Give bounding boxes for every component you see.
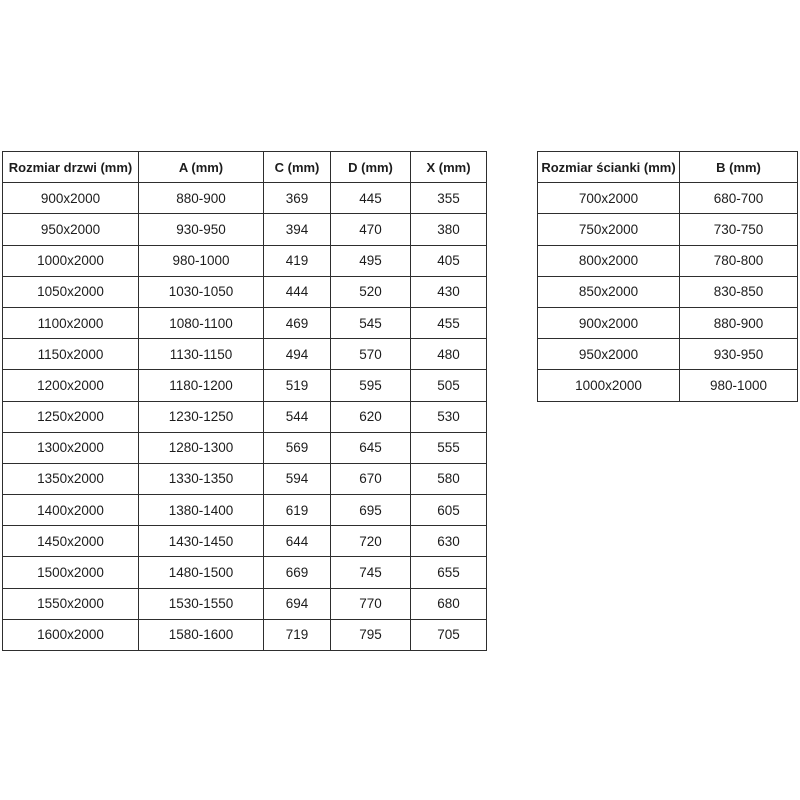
table-cell: 695	[331, 495, 411, 526]
table-cell: 900x2000	[538, 307, 680, 338]
wall-col-header-b: B (mm)	[680, 152, 798, 183]
table-row	[3, 183, 487, 214]
table-cell: 900x2000	[3, 183, 139, 214]
table-cell: 719	[264, 619, 331, 650]
table-cell: 444	[264, 276, 331, 307]
table-cell: 555	[411, 432, 487, 463]
table-cell: 355	[411, 183, 487, 214]
table-cell: 930-950	[680, 339, 798, 370]
table-cell: 530	[411, 401, 487, 432]
table-cell: 619	[264, 495, 331, 526]
table-cell: 680	[411, 588, 487, 619]
door-table-header-row	[3, 152, 487, 183]
table-cell: 620	[331, 401, 411, 432]
table-cell: 780-800	[680, 245, 798, 276]
table-cell: 1150x2000	[3, 339, 139, 370]
table-row	[3, 432, 487, 463]
table-cell: 1050x2000	[3, 276, 139, 307]
table-row	[3, 495, 487, 526]
table-row	[538, 370, 798, 401]
table-row	[3, 245, 487, 276]
table-cell: 980-1000	[680, 370, 798, 401]
table-cell: 1180-1200	[139, 370, 264, 401]
table-cell: 544	[264, 401, 331, 432]
table-cell: 594	[264, 463, 331, 494]
table-cell: 519	[264, 370, 331, 401]
table-cell: 930-950	[139, 214, 264, 245]
table-row	[3, 526, 487, 557]
table-cell: 720	[331, 526, 411, 557]
table-row	[3, 214, 487, 245]
table-cell: 1350x2000	[3, 463, 139, 494]
door-col-header-d: D (mm)	[331, 152, 411, 183]
table-cell: 655	[411, 557, 487, 588]
table-cell: 830-850	[680, 276, 798, 307]
table-cell: 430	[411, 276, 487, 307]
table-cell: 795	[331, 619, 411, 650]
table-cell: 520	[331, 276, 411, 307]
table-cell: 394	[264, 214, 331, 245]
door-table-body	[3, 183, 487, 651]
table-cell: 750x2000	[538, 214, 680, 245]
table-cell: 880-900	[139, 183, 264, 214]
table-cell: 694	[264, 588, 331, 619]
wall-table-body	[538, 183, 798, 401]
table-row	[3, 370, 487, 401]
table-cell: 545	[331, 307, 411, 338]
table-cell: 1250x2000	[3, 401, 139, 432]
wall-table-header-row	[538, 152, 798, 183]
table-cell: 570	[331, 339, 411, 370]
table-row	[538, 214, 798, 245]
table-cell: 950x2000	[3, 214, 139, 245]
table-cell: 700x2000	[538, 183, 680, 214]
door-dimensions-table	[2, 151, 487, 651]
table-row	[3, 339, 487, 370]
wall-col-header-rozmiar-scianki: Rozmiar ścianki (mm)	[538, 152, 680, 183]
door-col-header-a: A (mm)	[139, 152, 264, 183]
table-cell: 380	[411, 214, 487, 245]
table-cell: 770	[331, 588, 411, 619]
table-cell: 1450x2000	[3, 526, 139, 557]
table-cell: 580	[411, 463, 487, 494]
table-cell: 1000x2000	[538, 370, 680, 401]
wall-dimensions-table-container	[537, 151, 798, 402]
table-row	[538, 183, 798, 214]
table-cell: 1130-1150	[139, 339, 264, 370]
table-cell: 1080-1100	[139, 307, 264, 338]
table-cell: 1600x2000	[3, 619, 139, 650]
table-row	[538, 245, 798, 276]
door-col-header-rozmiar-drzwi: Rozmiar drzwi (mm)	[3, 152, 139, 183]
door-dimensions-table-container	[2, 151, 487, 651]
table-cell: 480	[411, 339, 487, 370]
wall-dimensions-table	[537, 151, 798, 402]
table-cell: 605	[411, 495, 487, 526]
table-cell: 950x2000	[538, 339, 680, 370]
door-col-header-c: C (mm)	[264, 152, 331, 183]
table-row	[3, 463, 487, 494]
table-cell: 669	[264, 557, 331, 588]
table-cell: 645	[331, 432, 411, 463]
table-row	[3, 619, 487, 650]
table-cell: 1330-1350	[139, 463, 264, 494]
table-cell: 469	[264, 307, 331, 338]
table-row	[3, 557, 487, 588]
table-cell: 494	[264, 339, 331, 370]
table-cell: 445	[331, 183, 411, 214]
table-cell: 1480-1500	[139, 557, 264, 588]
table-cell: 880-900	[680, 307, 798, 338]
table-cell: 1400x2000	[3, 495, 139, 526]
table-row	[3, 588, 487, 619]
table-row	[538, 339, 798, 370]
table-row	[538, 307, 798, 338]
table-cell: 569	[264, 432, 331, 463]
table-cell: 644	[264, 526, 331, 557]
table-cell: 505	[411, 370, 487, 401]
table-cell: 595	[331, 370, 411, 401]
table-cell: 1580-1600	[139, 619, 264, 650]
table-cell: 730-750	[680, 214, 798, 245]
table-cell: 1300x2000	[3, 432, 139, 463]
table-row	[3, 276, 487, 307]
table-cell: 455	[411, 307, 487, 338]
table-row	[3, 307, 487, 338]
table-row	[538, 276, 798, 307]
table-cell: 745	[331, 557, 411, 588]
table-cell: 800x2000	[538, 245, 680, 276]
table-cell: 1030-1050	[139, 276, 264, 307]
table-cell: 1000x2000	[3, 245, 139, 276]
table-cell: 680-700	[680, 183, 798, 214]
table-cell: 630	[411, 526, 487, 557]
table-cell: 1430-1450	[139, 526, 264, 557]
table-cell: 470	[331, 214, 411, 245]
door-col-header-x: X (mm)	[411, 152, 487, 183]
table-cell: 369	[264, 183, 331, 214]
table-cell: 1500x2000	[3, 557, 139, 588]
table-cell: 1230-1250	[139, 401, 264, 432]
table-cell: 1100x2000	[3, 307, 139, 338]
table-cell: 1530-1550	[139, 588, 264, 619]
table-cell: 1200x2000	[3, 370, 139, 401]
table-cell: 419	[264, 245, 331, 276]
table-cell: 705	[411, 619, 487, 650]
table-cell: 1280-1300	[139, 432, 264, 463]
table-cell: 670	[331, 463, 411, 494]
table-cell: 405	[411, 245, 487, 276]
table-cell: 850x2000	[538, 276, 680, 307]
table-cell: 1550x2000	[3, 588, 139, 619]
table-cell: 495	[331, 245, 411, 276]
table-cell: 1380-1400	[139, 495, 264, 526]
table-cell: 980-1000	[139, 245, 264, 276]
table-row	[3, 401, 487, 432]
